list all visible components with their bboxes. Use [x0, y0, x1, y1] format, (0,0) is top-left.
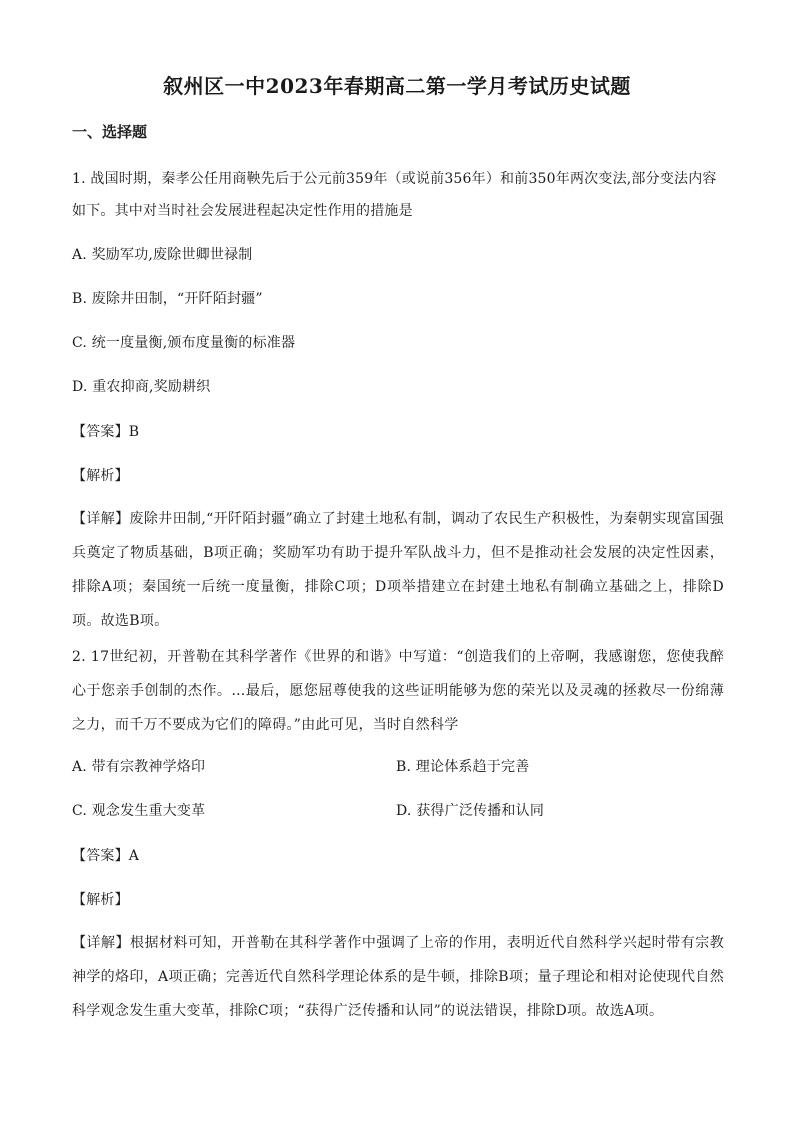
q2-option-c: C. 观念发生重大变革 [72, 803, 206, 819]
q1-option-c: C. 统一度量衡,颁布度量衡的标准器 [72, 335, 296, 351]
q1-option-b: B. 废除井田制，“开阡陌封疆” [72, 291, 263, 307]
q2-option-a: A. 带有宗教神学烙印 [72, 759, 206, 775]
section-heading: 一、选择题 [72, 123, 148, 141]
q1-stem-line2: 如下。其中对当时社会发展进程起决定性作用的措施是 [72, 203, 413, 219]
q1-option-d: D. 重农抑商,奖励耕织 [72, 379, 211, 395]
q2-answer: 【答案】A [72, 848, 140, 864]
q2-option-b: B. 理论体系趋于完善 [396, 759, 530, 775]
q1-analysis-label: 【解析】 [72, 468, 129, 484]
page-title: 叙州区一中2023年春期高二第一学月考试历史试题 [163, 74, 631, 98]
q1-detail: 【详解】废除井田制,“开阡陌封疆”确立了封建土地私有制，调动了农民生产积极性，为秦朝实现富国强兵奠定了物质基础，B项正确；奖励军功有助于提升军队战斗力，但不是推动社会发展的决定性因素，排除A项；秦国统一后统一度量衡，排除C项；D项举措建立在封建土地私有制确立基础之上，排除D项。故选B项。 [72, 511, 724, 629]
q2-option-d: D. 获得广泛传播和认同 [396, 803, 545, 819]
q1-answer: 【答案】B [72, 424, 140, 440]
q2-stem: 2. 17世纪初，开普勒在其科学著作《世界的和谐》中写道：“创造我们的上帝啊，我感谢您，您使我醉心于您亲手创制的杰作。…最后，愿您屈尊使我的这些证明能够为您的荣光以及灵魂的拯救尽一份绵薄之力，而千万不要成为它们的障碍。”由此可见，当时自然科学 [72, 649, 724, 733]
q1-stem-line1: 1. 战国时期，秦孝公任用商鞅先后于公元前359年（或说前356年）和前350年两次变法,部分变法内容 [72, 171, 717, 187]
q1-option-a: A. 奖励军功,废除世卿世禄制 [72, 247, 253, 263]
q2-analysis-label: 【解析】 [72, 892, 129, 908]
q2-detail: 【详解】根据材料可知，开普勒在其科学著作中强调了上帝的作用，表明近代自然科学兴起时带有宗教神学的烙印，A项正确；完善近代自然科学理论体系的是牛顿，排除B项；量子理论和相对论使现代自然科学观念发生重大变革，排除C项；“获得广泛传播和认同”的说法错误，排除D项。故选A项。 [72, 935, 724, 1019]
